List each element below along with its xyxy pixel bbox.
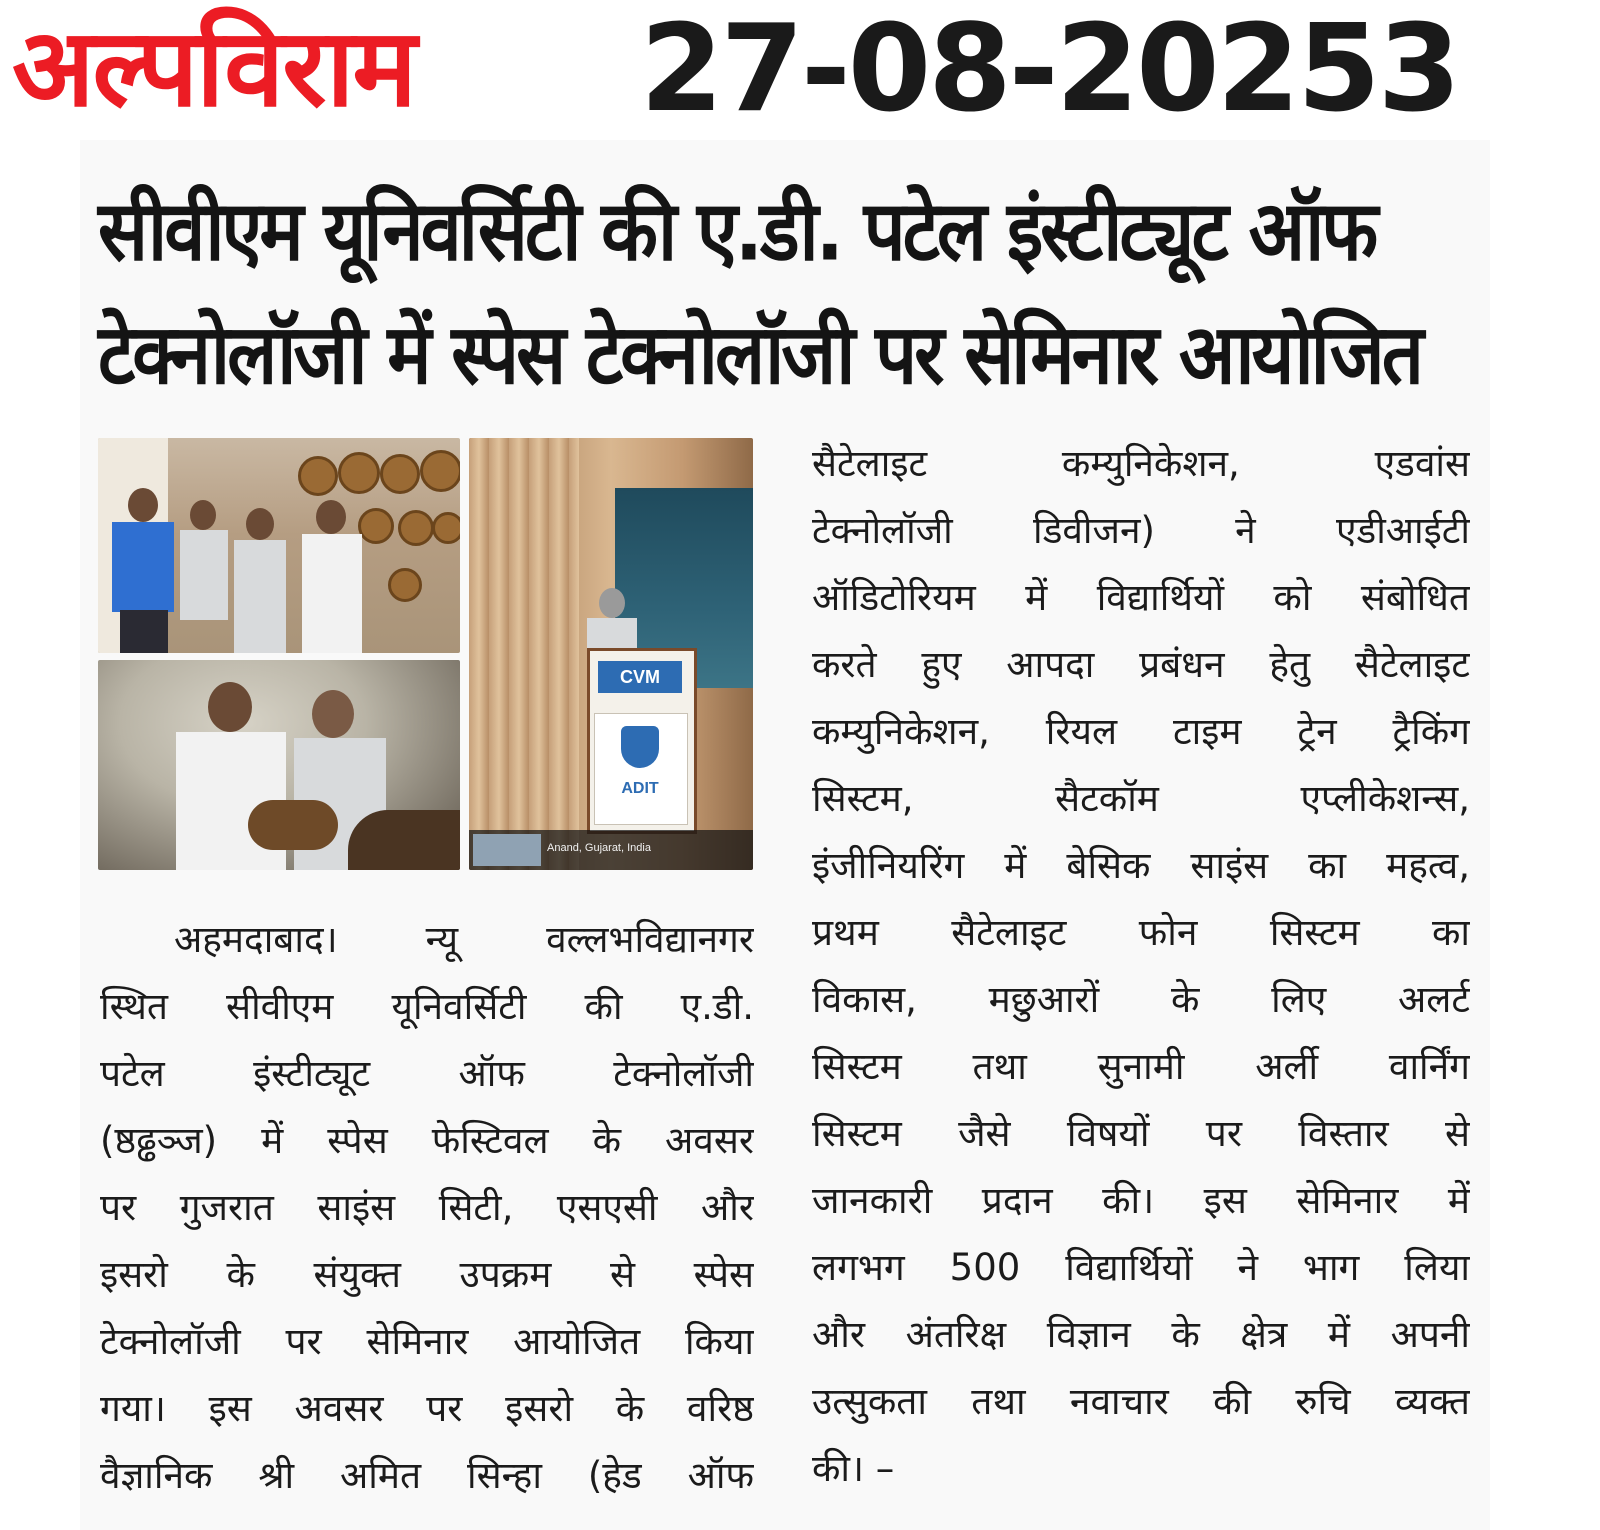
article-line: प्रथम सैटेलाइट फोन सिस्टम का [812, 911, 1470, 954]
article-line: सैटेलाइट कम्युनिकेशन, एडवांस [812, 442, 1470, 485]
article-line: ऑडिटोरियम में विद्यार्थियों को संबोधित [812, 576, 1470, 619]
geotag-map-thumbnail [473, 834, 541, 866]
headline-line-2: टेक्नोलॉजी में स्पेस टेक्नोलॉजी पर सेमिनार आयोजित [98, 306, 1421, 403]
article-line: इंजीनियरिंग में बेसिक साइंस का महत्व, [812, 844, 1470, 887]
article-line: स्थित सीवीएम यूनिवर्सिटी की ए.डी. [100, 985, 754, 1028]
article-line: टेक्नोलॉजी डिवीजन) ने एडीआईटी [812, 509, 1470, 552]
article-line: गया। इस अवसर पर इसरो के वरिष्ठ [100, 1387, 754, 1430]
podium-logo-cvm: CVM [598, 661, 682, 693]
adit-emblem [621, 726, 659, 768]
article-line: इसरो के संयुक्त उपक्रम से स्पेस [100, 1253, 754, 1296]
article-headline [98, 170, 1478, 416]
article-line: वैज्ञानिक श्री अमित सिन्हा (हेड ऑफ [100, 1454, 754, 1497]
headline-line-1: सीवीएम यूनिवर्सिटी की ए.डी. पटेल इंस्टीट्यूट ऑफ [98, 183, 1376, 280]
article-body-left-column [100, 906, 754, 1509]
article-line: सिस्टम, सैटकॉम एप्लीकेशन्स, [812, 777, 1470, 820]
article-line: जानकारी प्रदान की। इस सेमिनार में [812, 1179, 1470, 1222]
photo-speaker-podium [469, 438, 753, 870]
article-line: लगभग 500 विद्यार्थियों ने भाग लिया [812, 1246, 1470, 1289]
masthead [0, 0, 1600, 140]
article-line: पर गुजरात साइंस सिटी, एसएसी और [100, 1186, 754, 1229]
article-line: (ष्ठढ्ढञ्ज) में स्पेस फेस्टिवल के अवसर [100, 1119, 754, 1162]
photo-memento-handshake [98, 660, 460, 870]
photo-award-trophy-room [98, 438, 460, 653]
edition-date: 27-08-20253 [640, 0, 1459, 139]
article-line: करते हुए आपदा प्रबंधन हेतु सैटेलाइट [812, 643, 1470, 686]
article-line: और अंतरिक्ष विज्ञान के क्षेत्र में अपनी [812, 1313, 1470, 1356]
article-line: की। – [812, 1447, 895, 1490]
article-line: सिस्टम तथा सुनामी अर्ली वार्निंग [812, 1045, 1470, 1088]
article-line: सिस्टम जैसे विषयों पर विस्तार से [812, 1112, 1470, 1155]
photo-geotag-bar [469, 830, 753, 870]
article-line: कम्युनिकेशन, रियल टाइम ट्रेन ट्रैकिंग [812, 710, 1470, 753]
article-line: उत्सुकता तथा नवाचार की रुचि व्यक्त [812, 1380, 1470, 1423]
article-body-right-column [812, 430, 1470, 1502]
geotag-location: Anand, Gujarat, India [547, 842, 651, 854]
article-line: पटेल इंस्टीट्यूट ऑफ टेक्नोलॉजी [100, 1052, 754, 1095]
newspaper-name: अल्पविराम [12, 6, 415, 131]
article-line: विकास, मछुआरों के लिए अलर्ट [812, 978, 1470, 1021]
article-line: टेक्नोलॉजी पर सेमिनार आयोजित किया [100, 1320, 754, 1363]
podium-logo-adit: ADIT [601, 776, 679, 802]
article-line: अहमदाबाद। न्यू वल्लभविद्यानगर [174, 918, 754, 961]
